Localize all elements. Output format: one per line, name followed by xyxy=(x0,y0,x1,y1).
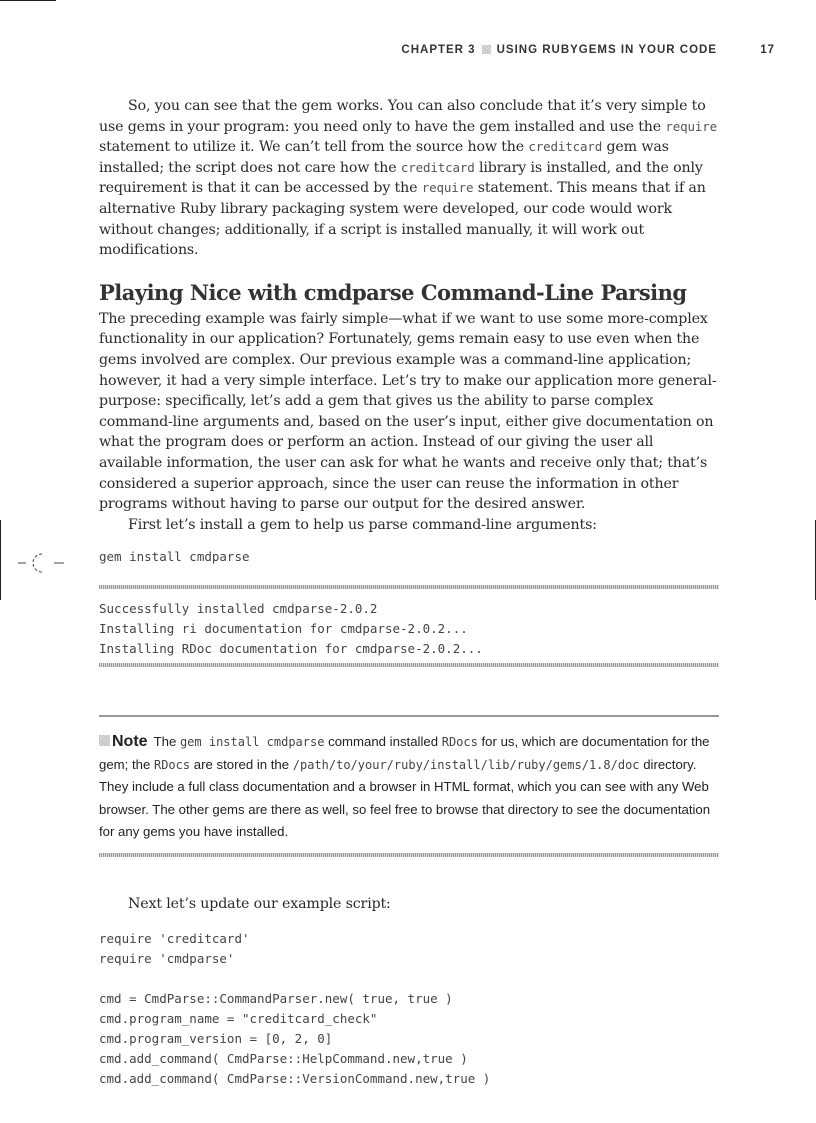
code-line: cmd = CmdParse::CommandParser.new( true, true ) xyxy=(99,990,453,1006)
crop-mark-left xyxy=(0,520,1,600)
paragraph-preceding-example: The preceding example was fairly simple—what if we want to use some more-complex functionality in our application? Fortunately, gems remain easy to use even when the gems involved are complex. Our previous example was a command-line application; however, it had a very simple interface. Let’s try to make our application more general-purpose: specifically, let’s add a gem that gives us the ability to parse complex command-line arguments and, based on the user’s input, either give documentation on what the program does or perform an action. Instead of our giving the user all available information, the user can ask for what he wants and receive only that; that’s considered a superior approach, since the user can reuse the information in other programs without having to parse our output for the desired answer. xyxy=(99,310,717,513)
page-number: 17 xyxy=(760,44,775,56)
code-line: Successfully installed cmdparse-2.0.2 xyxy=(99,601,378,617)
code-line: cmd.add_command( CmdParse::VersionCommand.new,true ) xyxy=(99,1070,491,1086)
output-top-rule xyxy=(99,585,719,589)
example-script-code xyxy=(99,929,719,1089)
paragraph-update-script: Next let’s update our example script: xyxy=(128,896,391,913)
note-top-rule xyxy=(99,715,719,717)
running-head-chapter: CHAPTER 3 USING RUBYGEMS IN YOUR CODE xyxy=(401,44,717,56)
note-bottom-rule xyxy=(99,853,719,857)
note-box: Note The gem install cmdparse command installed RDocs for us, which are documentation for the gem; the RDocs are stored in the /path/to/your/ruby/install/lib/ruby/gems/1.8/doc directory. They include a full class documentation and a browser in HTML format, which you can see with any Web browser. The other gems are there as well, so feel free to browse that directory to see the documentation for any gems you have installed. xyxy=(99,733,711,839)
section-heading: Playing Nice with cmdparse Command-Line Parsing xyxy=(99,279,687,305)
code-line: cmd.program_name = "creditcard_check" xyxy=(99,1010,378,1026)
page-content xyxy=(99,96,719,1089)
install-output xyxy=(99,599,719,659)
code-line: require 'cmdparse' xyxy=(99,950,235,966)
code-line: cmd.add_command( CmdParse::HelpCommand.new,true ) xyxy=(99,1050,468,1066)
code-line: cmd.program_version = [0, 2, 0] xyxy=(99,1030,333,1046)
paragraph-gem-works: So, you can see that the gem works. You can also conclude that it’s very simple to use gems in your program: you need only to have the gem installed and use the require statement to utilize it. We can’t tell from the source how the creditcard gem was installed; the script does not care how the creditcard library is installed, and the only requirement is that it can be accessed by the require statement. This means that if an alternative Ruby library packaging system were developed, our code would work without changes; additionally, if a script is installed manually, it will work out modifications. xyxy=(99,98,717,259)
note-label: Note xyxy=(99,733,148,750)
separator-square-icon xyxy=(482,45,491,54)
running-head xyxy=(99,42,775,60)
paragraph-install-intro: First let’s install a gem to help us parse command-line arguments: xyxy=(128,516,597,533)
code-line xyxy=(99,969,719,989)
registration-mark-icon xyxy=(18,548,64,578)
install-command: gem install cmdparse xyxy=(99,549,250,565)
code-line: Installing ri documentation for cmdparse-2.0.2... xyxy=(99,621,468,637)
code-line: Installing RDoc documentation for cmdparse-2.0.2... xyxy=(99,641,483,657)
code-line: require 'creditcard' xyxy=(99,930,250,946)
crop-mark-top xyxy=(0,0,56,1)
note-square-icon xyxy=(99,735,110,746)
output-bottom-rule xyxy=(99,663,719,667)
